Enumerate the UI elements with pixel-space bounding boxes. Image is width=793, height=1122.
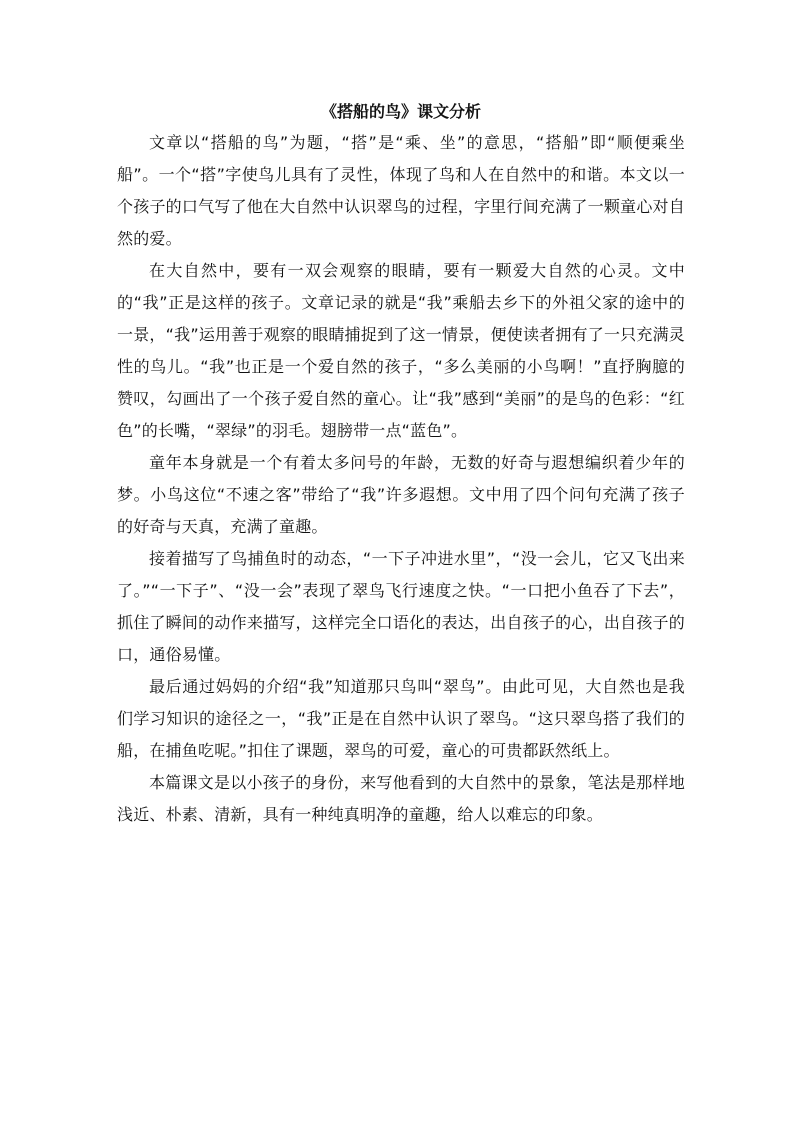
paragraph-fishing-action: 接着描写了鸟捕鱼时的动态，“一下子冲进水里”，“没一会儿，它又飞出来了。”“一下子”、“没一会”表现了翠鸟飞行速度之快。“一口把小鱼吞了下去”，抓住了瞬间的动作来描写，这样完全口语化的表达，出自孩子的心，出自孩子的口，通俗易懂。	[117, 549, 685, 664]
paragraph-intro: 文章以“搭船的鸟”为题，“搭”是“乘、坐”的意思，“搭船”即“顺便乘坐船”。一个“搭”字使鸟儿具有了灵性，体现了鸟和人在自然中的和谐。本文以一个孩子的口气写了他在大自然中认识翠鸟的过程，字里行间充满了一颗童心对自然的爱。	[117, 133, 685, 248]
document-title: 《搭船的鸟》课文分析	[320, 102, 481, 121]
paragraph-kingfisher-name: 最后通过妈妈的介绍“我”知道那只鸟叫“翠鸟”。由此可见，大自然也是我们学习知识的途径之一，“我”正是在自然中认识了翠鸟。“这只翠鸟搭了我们的船，在捕鱼吃呢。”扣住了课题，翠鸟的可爱，童心的可贵都跃然纸上。	[117, 677, 685, 760]
paragraph-conclusion: 本篇课文是以小孩子的身份，来写他看到的大自然中的景象，笔法是那样地浅近、朴素、清新，具有一种纯真明净的童趣，给人以难忘的印象。	[117, 773, 685, 824]
paragraph-childhood-curiosity: 童年本身就是一个有着太多问号的年龄，无数的好奇与遐想编织着少年的梦。小鸟这位“不速之客”带给了“我”许多遐想。文中用了四个问句充满了孩子的好奇与天真，充满了童趣。	[117, 453, 685, 536]
paragraph-observation: 在大自然中，要有一双会观察的眼睛，要有一颗爱大自然的心灵。文中的“我”正是这样的孩子。文章记录的就是“我”乘船去乡下的外祖父家的途中的一景，“我”运用善于观察的眼睛捕捉到了这一情景，便使读者拥有了一只充满灵性的鸟儿。“我”也正是一个爱自然的孩子，“多么美丽的小鸟啊！”直抒胸臆的赞叹，勾画出了一个孩子爱自然的童心。让“我”感到“美丽”的是鸟的色彩：“红色”的长嘴，“翠绿”的羽毛。翅膀带一点“蓝色”。	[117, 261, 685, 440]
document-body	[117, 97, 685, 831]
